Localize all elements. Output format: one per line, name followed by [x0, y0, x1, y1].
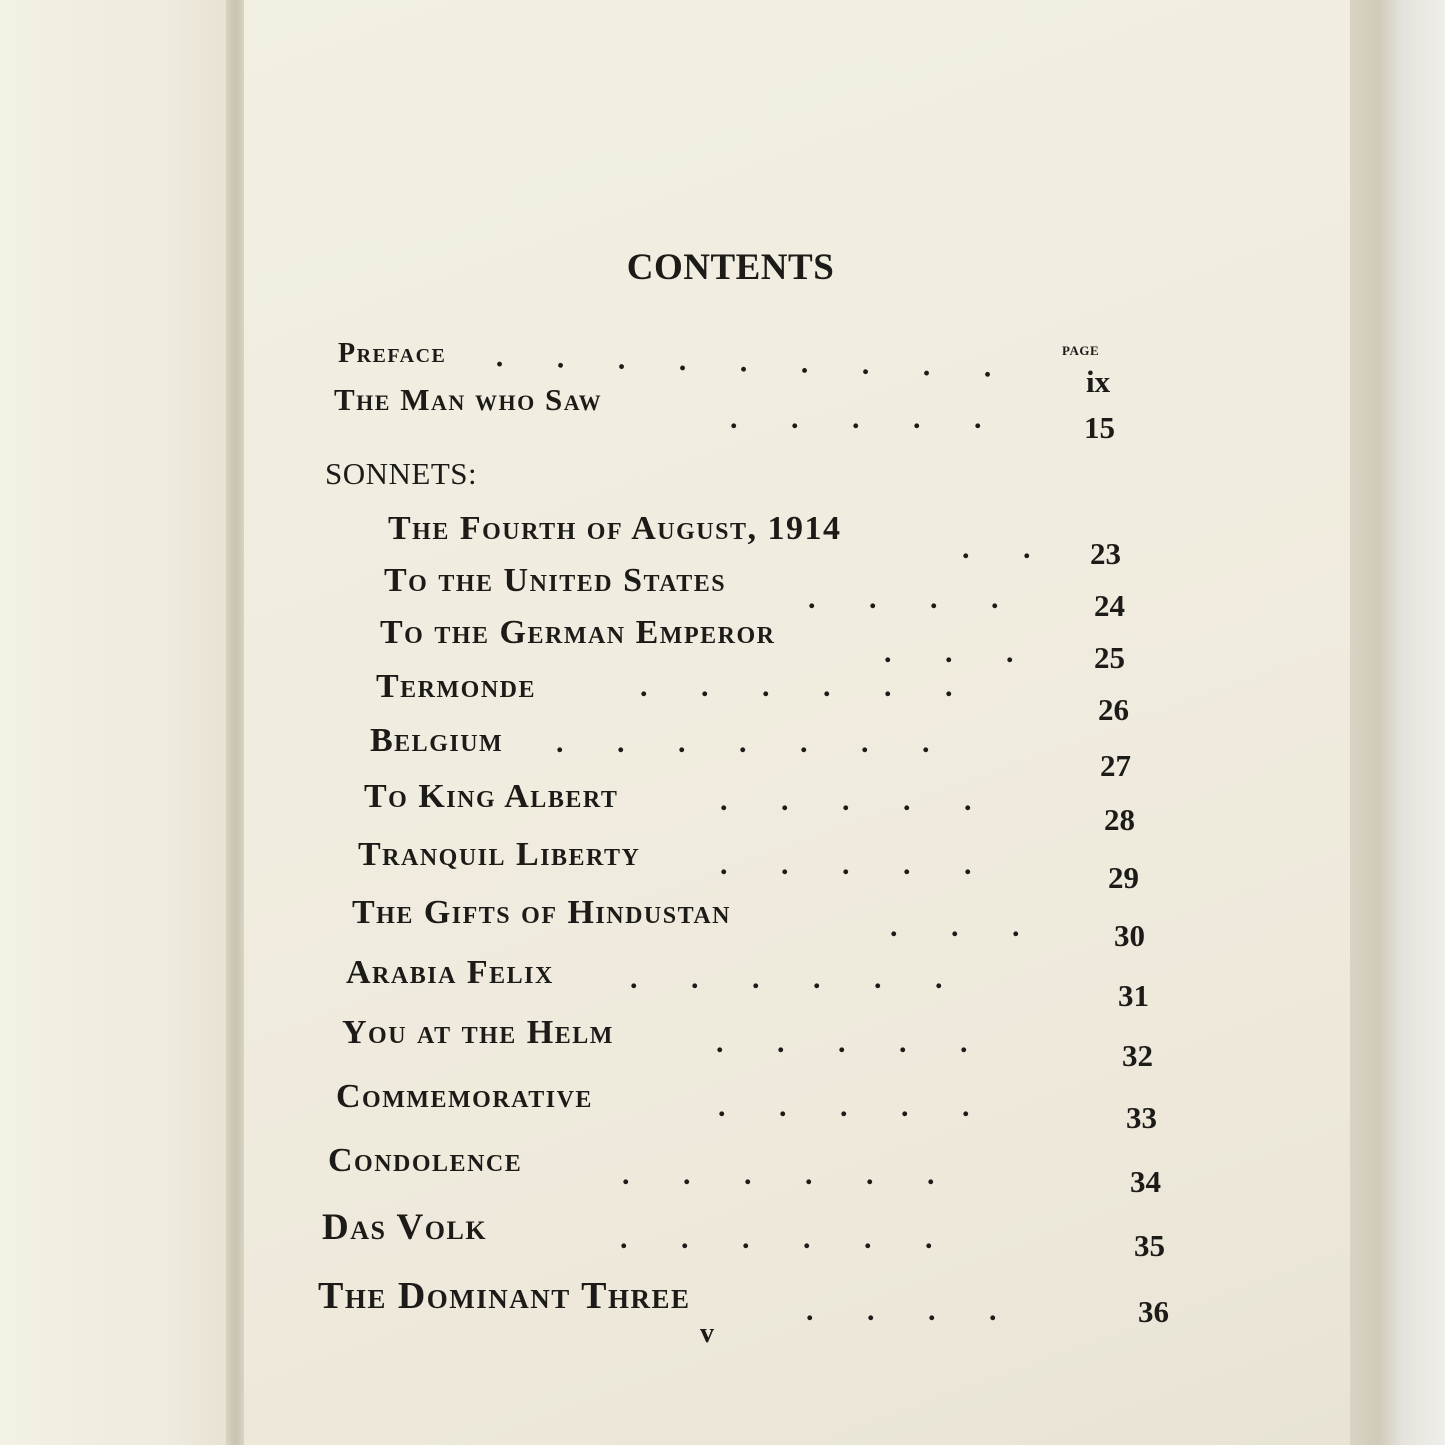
toc-entry	[0, 562, 1445, 623]
toc-entry-title: Termonde	[376, 668, 537, 705]
toc-entry-title: To the German Emperor	[380, 614, 776, 651]
toc-entry	[0, 778, 1445, 837]
toc-entry	[0, 668, 1445, 727]
toc-entry-title: The Fourth of August, 1914	[388, 510, 842, 547]
page-column-label: PAGE	[1062, 343, 1100, 358]
toc-entry-title: Belgium	[370, 722, 504, 759]
toc-entry-title: Arabia Felix	[346, 954, 554, 991]
toc-entry-title: The Dominant Three	[318, 1275, 691, 1317]
dot-leader: . . . . .	[720, 784, 972, 817]
toc-entry	[0, 1014, 1445, 1073]
dot-leader: . . . .	[806, 1294, 997, 1327]
dot-leader: . . . . . .	[622, 1158, 935, 1191]
toc-entry	[0, 722, 1445, 783]
toc-entry	[0, 336, 1445, 399]
toc-entry-page: 30	[1114, 918, 1145, 953]
toc-entry	[0, 1206, 1445, 1263]
dot-leader: . .	[962, 532, 1031, 565]
toc-entry	[0, 382, 1445, 445]
toc-entry-title: The Gifts of Hindustan	[352, 894, 732, 931]
dot-leader: . . .	[890, 910, 1020, 943]
toc-entry	[0, 1274, 1445, 1329]
toc-entry-page: 24	[1094, 588, 1125, 623]
toc-entry	[0, 614, 1445, 675]
toc-entry-title: You at the Helm	[342, 1014, 614, 1051]
dot-leader: . . . . . .	[640, 670, 953, 703]
dot-leader: . . . . .	[716, 1026, 968, 1059]
dot-leader: . . . . . .	[630, 962, 943, 995]
toc-entry-page: 25	[1094, 640, 1125, 675]
dot-leader: . . . . . . . . .	[495, 340, 992, 384]
toc-entry-page: 33	[1126, 1100, 1157, 1135]
toc-entry-title: Das Volk	[322, 1207, 488, 1248]
toc-entry	[0, 836, 1445, 895]
toc-entry-page: 35	[1134, 1228, 1165, 1263]
toc-entry-title: The Man who Saw	[334, 382, 603, 417]
toc-entry-page: 29	[1108, 860, 1139, 895]
page-folio: v	[700, 1318, 714, 1349]
toc-entry	[0, 894, 1445, 953]
dot-leader: . . . .	[808, 582, 999, 615]
toc-entry	[0, 1078, 1445, 1135]
toc-entry-page: 34	[1130, 1164, 1161, 1199]
dot-leader: . . . . . .	[620, 1222, 933, 1255]
toc-entry-page: 27	[1100, 748, 1131, 783]
toc-entry	[0, 954, 1445, 1013]
contents-heading: CONTENTS	[626, 247, 835, 288]
toc-entry-page: 23	[1090, 536, 1121, 571]
section-heading: SONNETS:	[325, 456, 478, 491]
toc-entry-page: 31	[1118, 978, 1149, 1013]
dot-leader: . . . . .	[718, 1090, 970, 1123]
toc-entry-page: 15	[1084, 410, 1115, 445]
toc-entry-title: To King Albert	[364, 778, 619, 815]
toc-entry-page: 32	[1122, 1038, 1153, 1073]
toc-entry	[0, 1142, 1445, 1199]
toc-entry-title: Commemorative	[336, 1078, 593, 1115]
dot-leader: . . . . .	[730, 402, 982, 435]
toc-entry-title: Preface	[338, 338, 447, 369]
toc-entry-title: Condolence	[328, 1142, 523, 1179]
dot-leader: . . . . .	[720, 848, 972, 881]
toc-entry-page: ix	[1086, 364, 1111, 399]
toc-entry-title: Tranquil Liberty	[358, 836, 641, 873]
dot-leader: . . .	[884, 636, 1014, 669]
toc-entry-title: To the United States	[384, 562, 727, 599]
toc-entry-page: 26	[1098, 692, 1129, 727]
toc-entry-page: 28	[1104, 802, 1135, 837]
toc-entry-page: 36	[1138, 1294, 1169, 1329]
toc-entry	[0, 510, 1445, 571]
dot-leader: . . . . . . .	[556, 726, 930, 759]
